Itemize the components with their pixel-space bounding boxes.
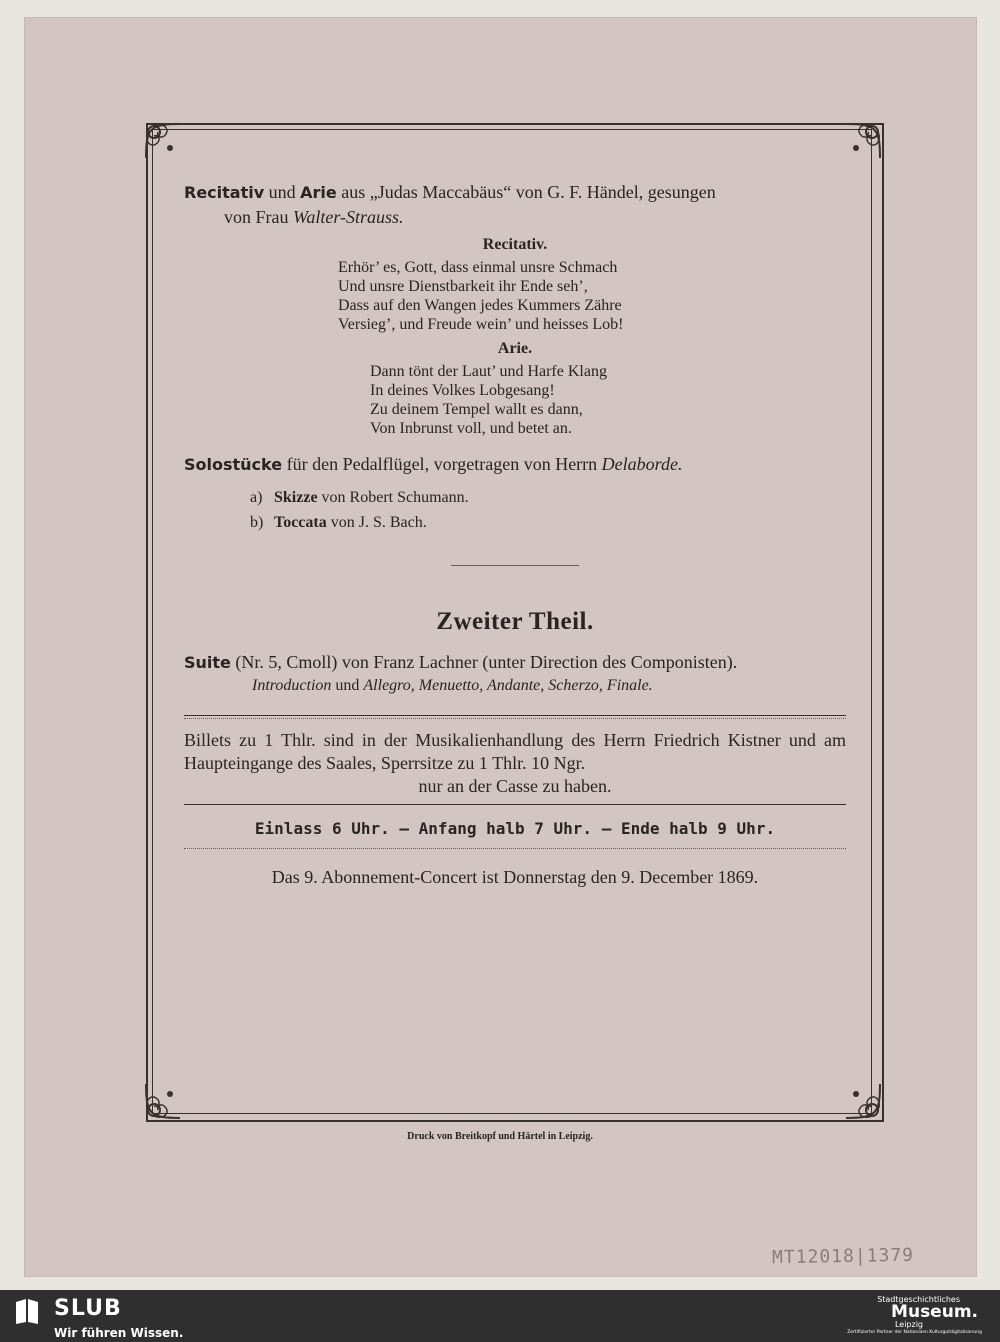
singer-prefix: von Frau xyxy=(224,207,293,227)
concert-times: Einlass 6 Uhr. — Anfang halb 7 Uhr. — Ende halb 9 Uhr. xyxy=(254,819,776,838)
verse-line: Von Inbrunst voll, und betet an. xyxy=(370,420,572,437)
arie-verse xyxy=(184,362,846,438)
arie-heading: Arie. xyxy=(497,340,533,357)
movement-list: Allegro, Menuetto, Andante, Scherzo, Finale. xyxy=(363,677,653,694)
tickets-last: nur an der Casse zu haben. xyxy=(418,776,612,796)
suite-label: Suite xyxy=(184,653,231,672)
library-name[interactable]: SLUB xyxy=(54,1296,122,1321)
suite-movements xyxy=(252,677,846,695)
corner-ornament-icon xyxy=(840,1078,886,1124)
corner-ornament-icon xyxy=(840,118,886,164)
verse-line: In deines Volkes Lobgesang! xyxy=(370,382,555,399)
recitativ-verse xyxy=(184,258,846,334)
recitativ-heading: Recitativ. xyxy=(482,236,548,253)
corner-ornament-icon xyxy=(140,118,186,164)
item-text: von Robert Schumann. xyxy=(317,489,469,506)
recitativ-arie-text: aus „Judas Maccabäus“ von G. F. Händel, gesungen xyxy=(336,182,716,202)
movement-intro: Introduction xyxy=(252,677,332,694)
book-icon xyxy=(12,1296,42,1326)
recitativ-arie-line2 xyxy=(184,205,846,230)
divider-dotted xyxy=(184,718,846,719)
verse-line: Dass auf den Wangen jedes Kummers Zähre xyxy=(338,297,622,314)
solo-items-list xyxy=(250,485,846,535)
footer-bar xyxy=(0,1290,1000,1342)
part2-title: Zweiter Theil. xyxy=(436,608,594,635)
divider-line xyxy=(184,804,846,805)
recitativ-label: Recitativ xyxy=(184,183,265,202)
suite-text: (Nr. 5, Cmoll) von Franz Lachner (unter Direction des Componisten). xyxy=(230,652,738,672)
item-label: b) xyxy=(250,514,264,531)
verse-line: Erhör’ es, Gott, dass einmal unsre Schmach xyxy=(338,259,618,276)
item-title: Toccata xyxy=(274,514,327,531)
library-tagline: Wir führen Wissen. xyxy=(54,1326,184,1340)
museum-name[interactable]: Museum. xyxy=(891,1302,978,1322)
suite-entry xyxy=(184,650,846,675)
solo-performer: Delaborde. xyxy=(601,454,683,474)
verse-line: Zu deinem Tempel wallt es dann, xyxy=(370,401,583,418)
singer-name: Walter-Strauss. xyxy=(293,207,404,227)
recitativ-arie-entry xyxy=(184,180,846,230)
verse-line: Dann tönt der Laut’ und Harfe Klang xyxy=(370,363,607,380)
item-title: Skizze xyxy=(274,489,318,506)
programme-content xyxy=(184,180,846,888)
tickets-info xyxy=(184,729,846,798)
section-divider xyxy=(451,565,579,566)
divider-line xyxy=(184,715,846,716)
item-text: von J. S. Bach. xyxy=(326,514,427,531)
museum-note: Zertifizierter Partner der Nationalen Kulturgutdigitalisierung xyxy=(847,1330,982,1335)
verse-line: Und unsre Dienstbarkeit ihr Ende seh’, xyxy=(338,278,588,295)
verse-line: Versieg’, und Freude wein’ und heisses Lob! xyxy=(338,316,624,333)
museum-label-top: Stadtgeschichtliches xyxy=(877,1295,960,1304)
solo-text: für den Pedalflügel, vorgetragen von Herrn xyxy=(282,454,602,474)
list-item xyxy=(250,485,846,510)
movement-und: und xyxy=(331,677,364,694)
solo-entry xyxy=(184,452,846,477)
museum-city: Leipzig xyxy=(894,1320,923,1329)
arie-label: Arie xyxy=(300,183,337,202)
tickets-main: Billets zu 1 Thlr. sind in der Musikalienhandlung des Herrn Friedrich Kistner und am Haupteingange des Saales, Sperrsitze zu 1 Thlr. 10 Ngr. xyxy=(184,730,846,773)
next-concert-notice: Das 9. Abonnement-Concert ist Donnerstag den 9. December 1869. xyxy=(271,867,759,887)
list-item xyxy=(250,510,846,535)
printer-imprint: Druck von Breitkopf und Härtel in Leipzig. xyxy=(407,1131,593,1142)
shelfmark-signature: MT12018|1379 xyxy=(771,1244,915,1269)
corner-ornament-icon xyxy=(140,1078,186,1124)
divider-dotted xyxy=(184,848,846,849)
item-label: a) xyxy=(250,489,263,506)
solo-label: Solostücke xyxy=(184,455,283,474)
und-text: und xyxy=(264,182,301,202)
